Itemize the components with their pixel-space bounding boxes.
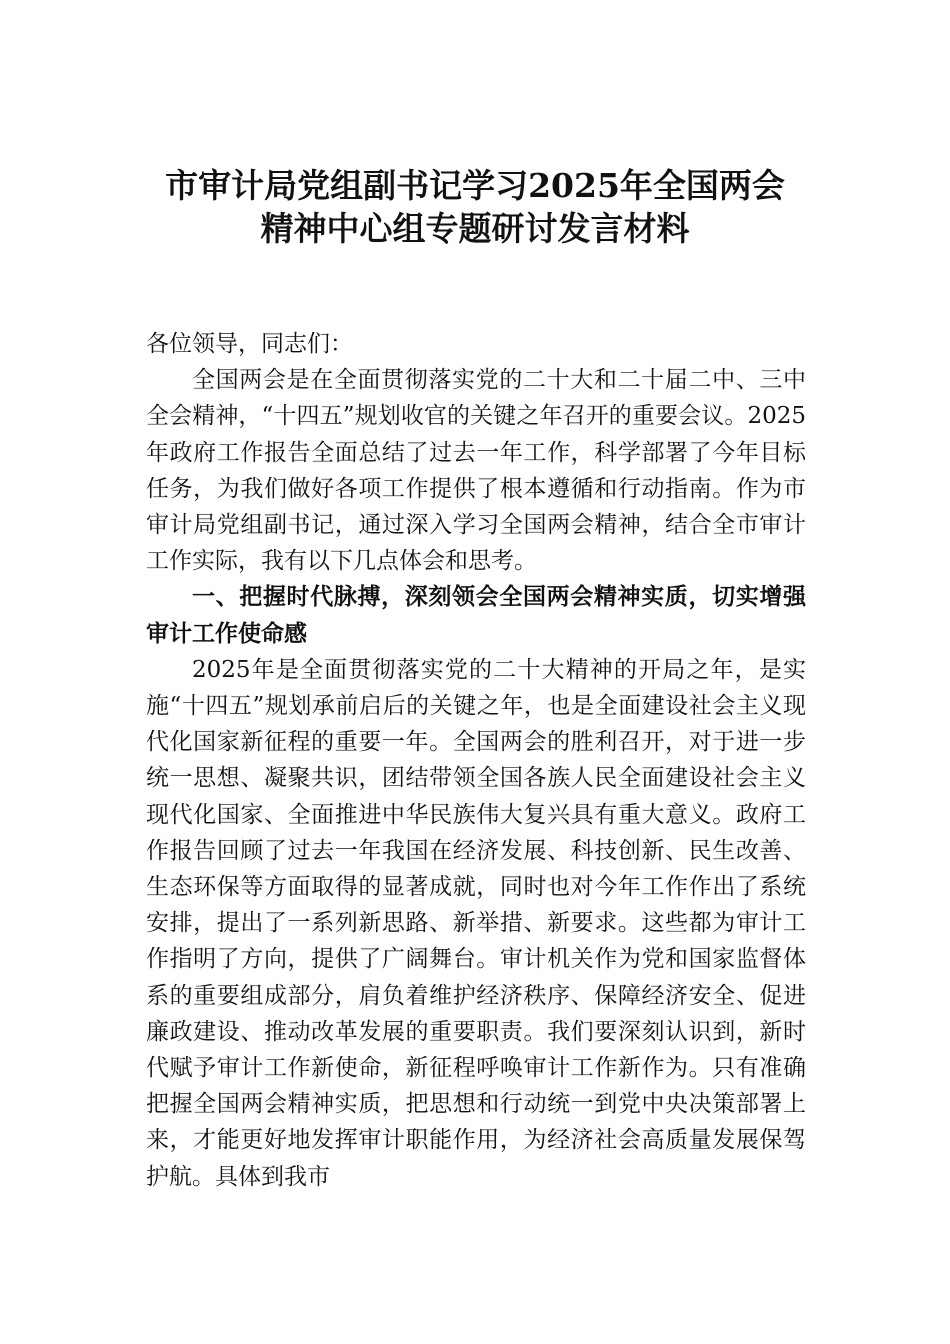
section-1-paragraph: 2025年是全面贯彻落实党的二十大精神的开局之年，是实施“十四五”规划承前启后的关键之年，也是全面建设社会主义现代化国家新征程的重要一年。全国两会的胜利召开，对于进一步统一思想、凝聚共识，团结带领全国各族人民全面建设社会主义现代化国家、全面推进中华民族伟大复兴具有重大意义。政府工作报告回顾了过去一年我国在经济发展、科技创新、民生改善、生态环保等方面取得的显著成就，同时也对今年工作作出了系统安排，提出了一系列新思路、新举措、新要求。这些都为审计工作指明了方向，提供了广阔舞台。审计机关作为党和国家监督体系的重要组成部分，肩负着维护经济秩序、保障经济安全、促进廉政建设、推动改革发展的重要职责。我们要深刻认识到，新时代赋予审计工作新使命，新征程呼唤审计工作新作为。只有准确把握全国两会精神实质，把思想和行动统一到党中央决策部署上来，才能更好地发挥审计职能作用，为经济社会高质量发展保驾护航。具体到我市 xyxy=(146,656,806,1190)
intro-paragraph: 全国两会是在全面贯彻落实党的二十大和二十届二中、三中全会精神，“十四五”规划收官的关键之年召开的重要会议。2025年政府工作报告全面总结了过去一年工作，科学部署了今年目标任务，为我们做好各项工作提供了根本遵循和行动指南。作为市审计局党组副书记，通过深入学习全国两会精神，结合全市审计工作实际，我有以下几点体会和思考。 xyxy=(146,367,806,575)
document-body xyxy=(146,326,806,1195)
document-title-line-1: 市审计局党组副书记学习2025年全国两会 xyxy=(165,166,785,205)
document-title-line-2: 精神中心组专题研讨发言材料 xyxy=(260,209,690,248)
salutation: 各位领导，同志们： xyxy=(146,331,353,357)
section-1-heading: 一、把握时代脉搏，深刻领会全国两会精神实质，切实增强审计工作使命感 xyxy=(146,584,806,647)
